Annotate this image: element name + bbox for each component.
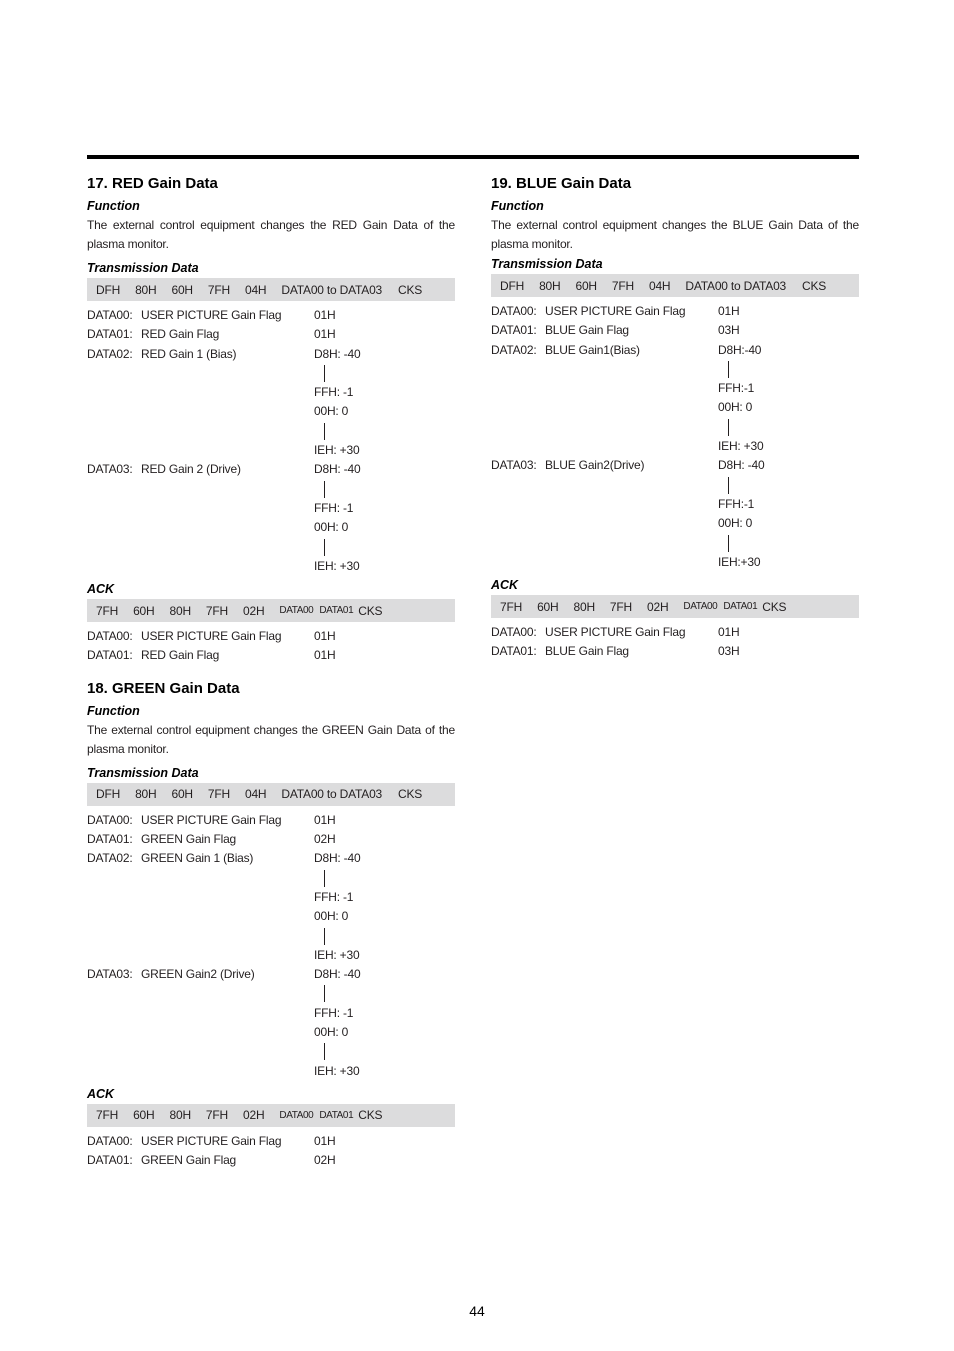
function-label: Function bbox=[87, 703, 140, 718]
data-value: FFH: -1 bbox=[314, 889, 354, 904]
ack-rows bbox=[87, 627, 455, 666]
section-blue-gain bbox=[491, 175, 859, 662]
data-row bbox=[87, 441, 455, 460]
data-rows bbox=[491, 302, 859, 572]
data-row bbox=[87, 499, 455, 518]
data-row bbox=[87, 325, 455, 344]
header-cell: 60H bbox=[171, 282, 193, 297]
data-value: 01H bbox=[314, 648, 336, 663]
data-value: IEH: +30 bbox=[718, 439, 764, 454]
data-key: DATA03: bbox=[87, 967, 133, 982]
data-row bbox=[491, 623, 859, 642]
data-name: USER PICTURE Gain Flag bbox=[141, 629, 282, 644]
data-value: 01H bbox=[718, 625, 740, 640]
data-value: 01H bbox=[314, 308, 336, 322]
data-value: FFH: -1 bbox=[314, 385, 354, 400]
data-value: D8H: -40 bbox=[718, 458, 765, 473]
data-name: BLUE Gain Flag bbox=[545, 323, 629, 338]
header-cell: 02H bbox=[243, 1108, 265, 1123]
data-key: DATA00: bbox=[87, 629, 133, 644]
vertical-line bbox=[324, 365, 325, 382]
data-row bbox=[87, 849, 455, 868]
vertical-line bbox=[324, 870, 325, 887]
header-cell: 80H bbox=[573, 599, 595, 614]
header-cell: 80H bbox=[135, 787, 157, 802]
transmission-label: Transmission Data bbox=[491, 257, 603, 271]
data-value: D8H: -40 bbox=[314, 462, 361, 477]
header-cell: 60H bbox=[133, 603, 155, 618]
header-cell: DATA00 bbox=[683, 601, 718, 613]
data-value: D8H: -40 bbox=[314, 967, 361, 982]
transmission-header bbox=[491, 274, 859, 297]
data-row bbox=[87, 402, 455, 421]
data-row bbox=[491, 379, 859, 398]
data-row bbox=[87, 306, 455, 325]
data-value: D8H: -40 bbox=[314, 851, 361, 866]
section-red-gain bbox=[87, 175, 455, 666]
data-row bbox=[87, 888, 455, 907]
data-name: USER PICTURE Gain Flag bbox=[141, 812, 282, 827]
data-name: USER PICTURE Gain Flag bbox=[141, 1133, 282, 1148]
header-cell: 7FH bbox=[611, 278, 634, 293]
vertical-line bbox=[324, 1043, 325, 1060]
vertical-line bbox=[728, 477, 729, 494]
header-cell: 02H bbox=[647, 599, 669, 614]
header-cell: 80H bbox=[539, 278, 561, 293]
range-separator bbox=[87, 538, 455, 557]
ack-rows bbox=[87, 1132, 455, 1171]
header-cell: 7FH bbox=[205, 1108, 228, 1123]
data-row bbox=[87, 345, 455, 364]
header-cell: DATA00 bbox=[279, 605, 314, 617]
function-description: The external control equipment changes the RED Gain Data of the plasma monitor. bbox=[87, 218, 455, 251]
data-value: 00H: 0 bbox=[314, 909, 349, 924]
data-key: DATA01: bbox=[87, 1153, 133, 1168]
data-row bbox=[491, 302, 859, 321]
data-value: 01H bbox=[314, 327, 336, 342]
header-cell: 60H bbox=[537, 599, 559, 614]
data-key: DATA01: bbox=[87, 648, 133, 663]
data-value: FFH:-1 bbox=[718, 381, 755, 396]
data-key: DATA00: bbox=[87, 1133, 133, 1148]
data-key: DATA03: bbox=[87, 462, 133, 477]
data-key: DATA00: bbox=[87, 308, 133, 322]
data-value: 03H bbox=[718, 644, 740, 659]
vertical-line bbox=[728, 419, 729, 436]
data-value: FFH:-1 bbox=[718, 496, 755, 511]
data-row bbox=[491, 514, 859, 533]
data-value: 00H: 0 bbox=[718, 400, 753, 415]
data-key: DATA01: bbox=[491, 644, 537, 659]
data-name: USER PICTURE Gain Flag bbox=[545, 625, 686, 640]
data-name: USER PICTURE Gain Flag bbox=[545, 304, 686, 318]
header-cell: 80H bbox=[169, 603, 191, 618]
function-label: Function bbox=[491, 199, 544, 213]
header-cell: CKS bbox=[398, 787, 423, 802]
ack-rows bbox=[491, 623, 859, 662]
header-cell: CKS bbox=[762, 599, 787, 614]
data-value: D8H: -40 bbox=[314, 346, 361, 361]
left-column bbox=[87, 175, 455, 1185]
data-row bbox=[87, 1132, 455, 1151]
data-value: IEH:+30 bbox=[718, 554, 761, 569]
right-column bbox=[491, 175, 859, 676]
data-row bbox=[491, 553, 859, 572]
data-row bbox=[87, 627, 455, 646]
data-row bbox=[491, 642, 859, 661]
data-row bbox=[491, 437, 859, 456]
data-name: BLUE Gain Flag bbox=[545, 644, 629, 659]
header-cell: 80H bbox=[169, 1108, 191, 1123]
header-cell: DFH bbox=[96, 787, 121, 802]
data-value: 00H: 0 bbox=[314, 1025, 349, 1040]
section-title: 17. RED Gain Data bbox=[87, 175, 218, 192]
header-cell: CKS bbox=[358, 1108, 383, 1123]
data-row bbox=[491, 398, 859, 417]
data-row bbox=[491, 321, 859, 340]
data-value: 01H bbox=[314, 629, 336, 644]
data-value: IEH: +30 bbox=[314, 558, 360, 573]
data-value: D8H:-40 bbox=[718, 342, 762, 357]
header-cell: 7FH bbox=[96, 1108, 119, 1123]
header-cell: DATA01 bbox=[319, 1109, 354, 1121]
vertical-line bbox=[324, 423, 325, 440]
data-key: DATA01: bbox=[87, 327, 133, 342]
vertical-line bbox=[324, 985, 325, 1002]
range-separator bbox=[87, 364, 455, 383]
top-rule bbox=[87, 155, 859, 159]
data-value: FFH: -1 bbox=[314, 1005, 354, 1020]
header-cell: 7FH bbox=[96, 603, 119, 618]
ack-label: ACK bbox=[491, 578, 519, 593]
header-cell: 04H bbox=[244, 282, 267, 297]
ack-header bbox=[87, 1104, 455, 1127]
range-separator bbox=[491, 360, 859, 379]
range-separator bbox=[491, 418, 859, 437]
ack-label: ACK bbox=[87, 582, 115, 597]
header-cell: CKS bbox=[802, 278, 827, 293]
data-row bbox=[87, 1062, 455, 1081]
data-row bbox=[491, 495, 859, 514]
data-value: IEH: +30 bbox=[314, 443, 360, 458]
section-green-gain bbox=[87, 680, 455, 1171]
range-separator bbox=[87, 1042, 455, 1061]
data-row bbox=[87, 646, 455, 665]
data-value: 00H: 0 bbox=[314, 404, 349, 419]
header-cell: 04H bbox=[648, 278, 671, 293]
header-cell: DFH bbox=[96, 282, 121, 297]
vertical-line bbox=[324, 539, 325, 556]
header-cell: 7FH bbox=[207, 787, 230, 802]
header-cell: DATA00 to DATA03 bbox=[281, 787, 383, 802]
header-cell: 80H bbox=[135, 282, 157, 297]
header-cell: 7FH bbox=[500, 599, 523, 614]
header-cell: DATA01 bbox=[723, 601, 758, 613]
header-cell: CKS bbox=[398, 282, 423, 297]
data-row bbox=[87, 460, 455, 479]
header-cell: CKS bbox=[358, 603, 383, 618]
range-separator bbox=[87, 927, 455, 946]
vertical-line bbox=[324, 928, 325, 945]
header-cell: 7FH bbox=[207, 282, 230, 297]
data-value: 02H bbox=[314, 1153, 336, 1168]
data-key: DATA02: bbox=[87, 851, 133, 866]
page-number: 44 bbox=[469, 1303, 485, 1319]
section-title: 18. GREEN Gain Data bbox=[87, 679, 240, 697]
vertical-line bbox=[728, 535, 729, 552]
data-name: BLUE Gain2(Drive) bbox=[545, 458, 645, 473]
data-name: USER PICTURE Gain Flag bbox=[141, 308, 282, 322]
ack-label: ACK bbox=[87, 1086, 115, 1101]
header-cell: 60H bbox=[133, 1108, 155, 1123]
data-key: DATA02: bbox=[87, 346, 133, 361]
data-row bbox=[87, 1151, 455, 1170]
range-separator bbox=[87, 869, 455, 888]
data-value: 01H bbox=[718, 304, 740, 318]
transmission-label: Transmission Data bbox=[87, 261, 199, 275]
range-separator bbox=[491, 534, 859, 553]
data-name: BLUE Gain1(Bias) bbox=[545, 342, 640, 357]
data-row bbox=[87, 907, 455, 926]
data-value: IEH: +30 bbox=[314, 1063, 360, 1078]
function-label: Function bbox=[87, 199, 140, 213]
header-cell: 02H bbox=[243, 603, 265, 618]
data-rows bbox=[87, 306, 455, 576]
data-name: GREEN Gain2 (Drive) bbox=[141, 967, 255, 982]
data-value: 03H bbox=[718, 323, 740, 338]
range-separator bbox=[491, 476, 859, 495]
header-cell: 7FH bbox=[205, 603, 228, 618]
function-description: The external control equipment changes the BLUE Gain Data of the plasma monitor. bbox=[491, 218, 859, 251]
data-row bbox=[87, 1023, 455, 1042]
data-key: DATA01: bbox=[491, 323, 537, 338]
header-cell: 60H bbox=[575, 278, 597, 293]
data-key: DATA00: bbox=[491, 304, 537, 318]
data-name: GREEN Gain 1 (Bias) bbox=[141, 851, 254, 866]
transmission-header bbox=[87, 278, 455, 301]
data-name: RED Gain 1 (Bias) bbox=[141, 346, 237, 361]
data-key: DATA00: bbox=[491, 625, 537, 640]
data-name: GREEN Gain Flag bbox=[141, 832, 237, 847]
data-name: GREEN Gain Flag bbox=[141, 1153, 237, 1168]
header-cell: DFH bbox=[500, 278, 525, 293]
transmission-label: Transmission Data bbox=[87, 765, 199, 780]
data-row bbox=[87, 811, 455, 830]
range-separator bbox=[87, 422, 455, 441]
header-cell: DATA01 bbox=[319, 605, 354, 617]
data-value: FFH: -1 bbox=[314, 500, 354, 515]
data-row bbox=[87, 1004, 455, 1023]
range-separator bbox=[87, 480, 455, 499]
header-cell: DATA00 to DATA03 bbox=[281, 282, 383, 297]
data-value: 01H bbox=[314, 812, 336, 827]
data-key: DATA02: bbox=[491, 342, 537, 357]
data-row bbox=[87, 946, 455, 965]
data-key: DATA03: bbox=[491, 458, 537, 473]
vertical-line bbox=[324, 481, 325, 498]
data-value: IEH: +30 bbox=[314, 947, 360, 962]
ack-header bbox=[491, 595, 859, 618]
header-cell: DATA00 to DATA03 bbox=[685, 278, 787, 293]
function-description: The external control equipment changes the GREEN Gain Data of the plasma monitor. bbox=[87, 722, 455, 756]
data-row bbox=[87, 830, 455, 849]
ack-header bbox=[87, 599, 455, 622]
range-separator bbox=[87, 984, 455, 1003]
data-row bbox=[87, 383, 455, 402]
header-cell: DATA00 bbox=[279, 1109, 314, 1121]
data-name: RED Gain Flag bbox=[141, 327, 220, 342]
data-row bbox=[491, 456, 859, 475]
header-cell: 60H bbox=[171, 787, 193, 802]
data-name: RED Gain 2 (Drive) bbox=[141, 462, 241, 477]
data-value: 02H bbox=[314, 832, 336, 847]
data-key: DATA00: bbox=[87, 812, 133, 827]
data-value: 00H: 0 bbox=[314, 520, 349, 535]
transmission-header bbox=[87, 783, 455, 806]
data-row bbox=[87, 965, 455, 984]
data-key: DATA01: bbox=[87, 832, 133, 847]
section-title: 19. BLUE Gain Data bbox=[491, 175, 632, 192]
vertical-line bbox=[728, 361, 729, 378]
header-cell: 04H bbox=[244, 787, 267, 802]
data-value: 00H: 0 bbox=[718, 516, 753, 531]
data-rows bbox=[87, 811, 455, 1081]
data-name: RED Gain Flag bbox=[141, 648, 220, 663]
data-row bbox=[491, 341, 859, 360]
data-value: 01H bbox=[314, 1133, 336, 1148]
data-row bbox=[87, 557, 455, 576]
data-row bbox=[87, 518, 455, 537]
header-cell: 7FH bbox=[609, 599, 632, 614]
